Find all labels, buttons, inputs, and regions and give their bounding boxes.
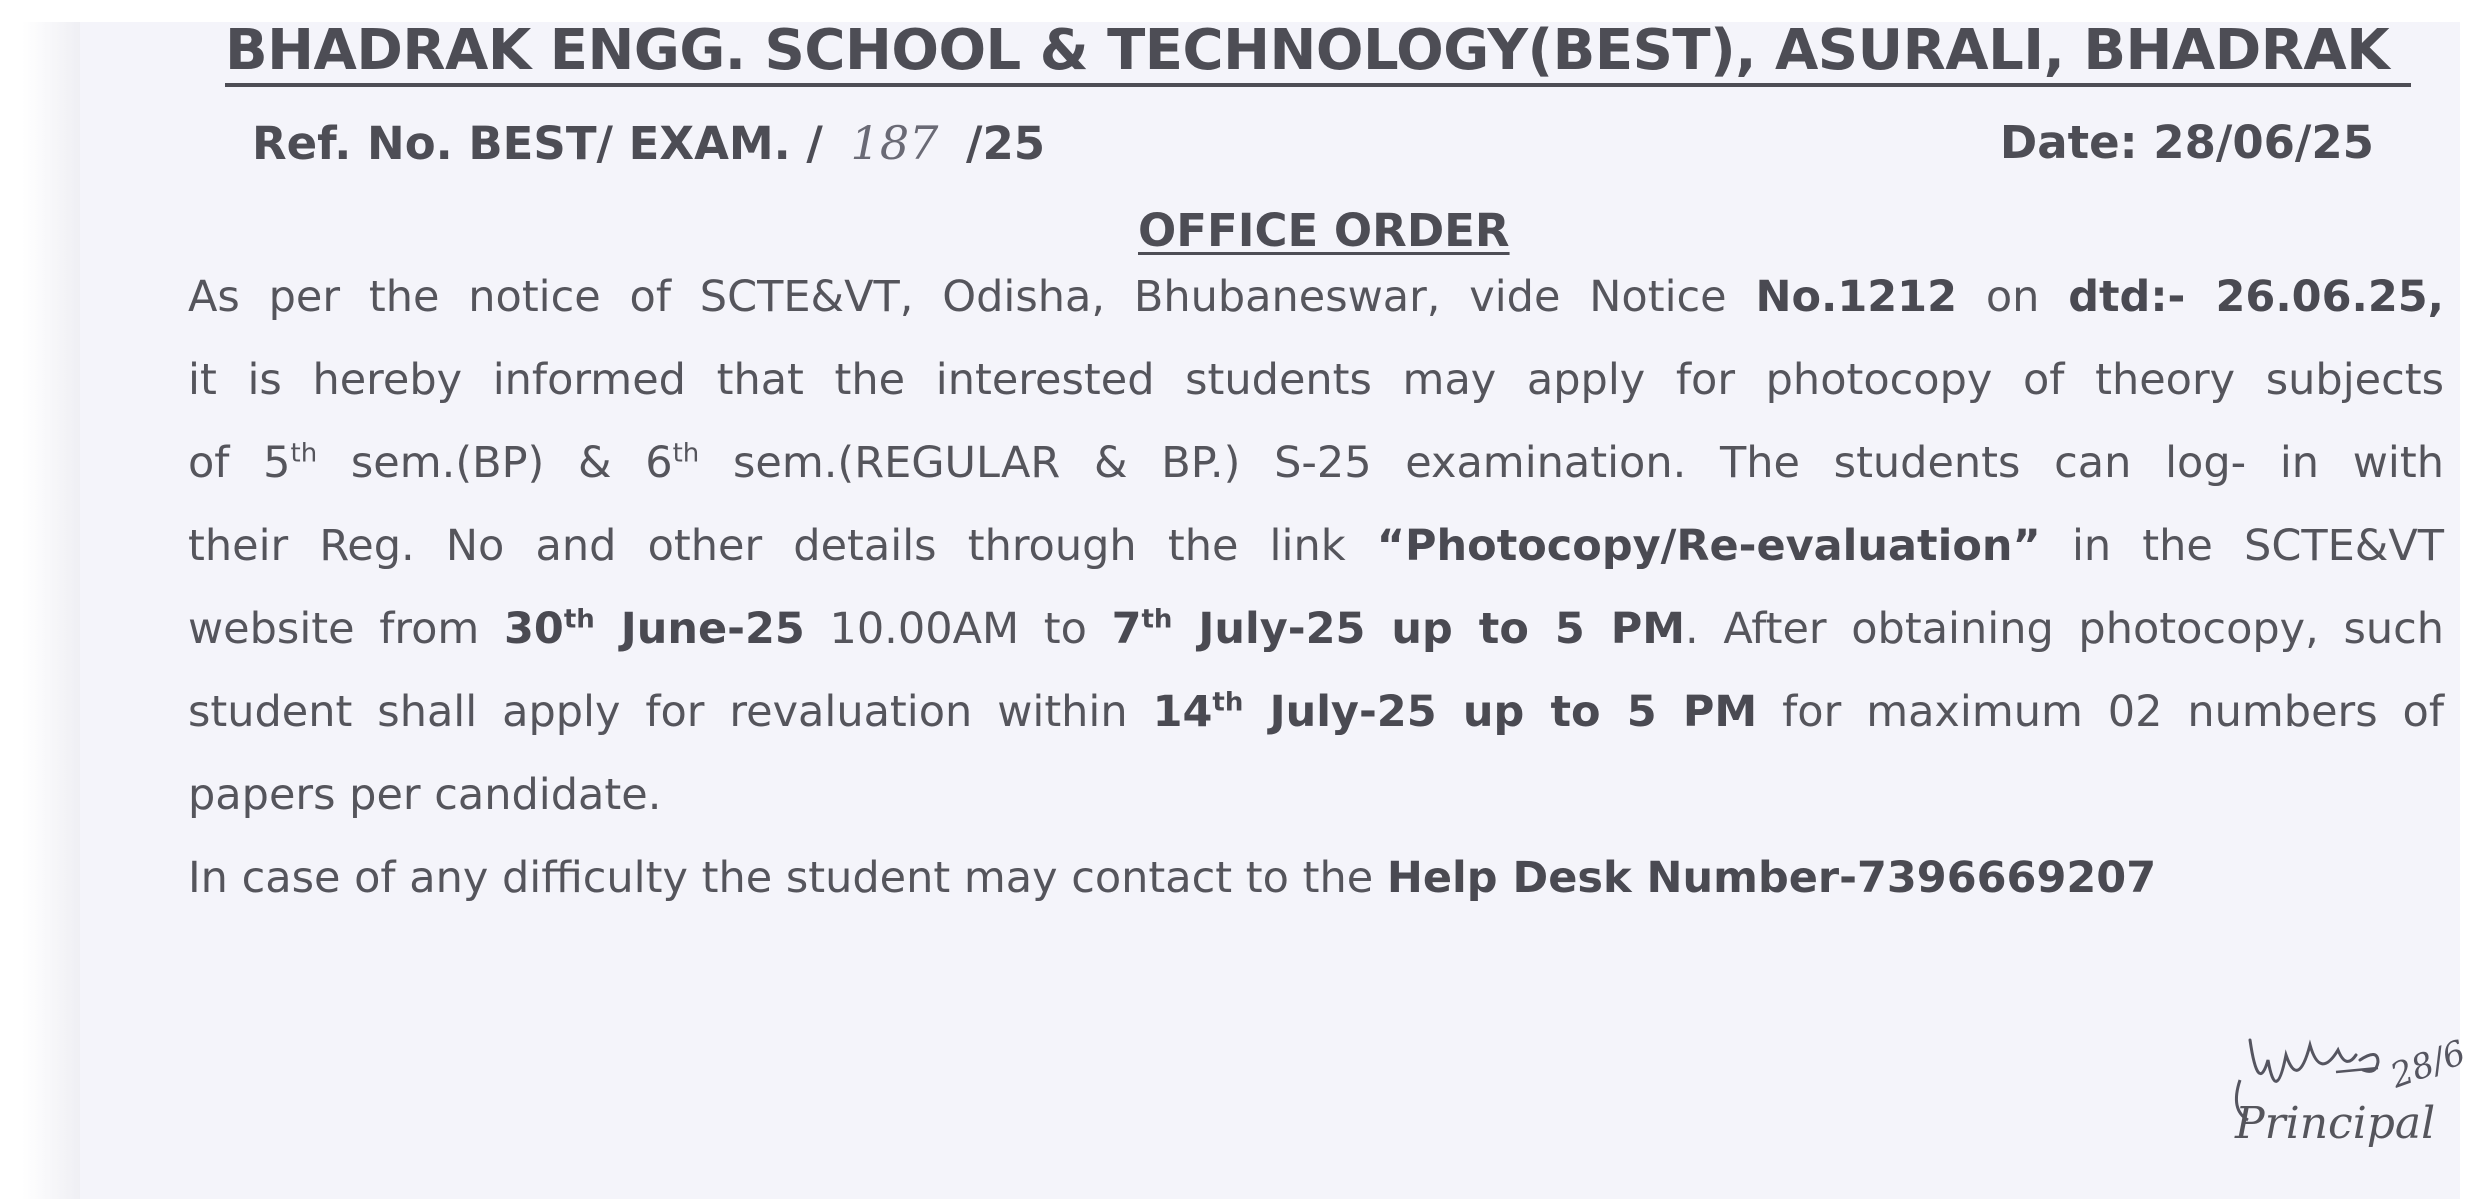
paragraph-line-4 bbox=[188, 521, 2444, 571]
text-segment: papers per candidate. bbox=[188, 770, 662, 820]
notice-number: No.1212 bbox=[1755, 272, 1957, 322]
text-segment: sem.(REGULAR & BP.) S-25 examination. The students can log- in with bbox=[733, 438, 2444, 488]
text-segment: it is hereby informed that the interested students may apply for photocopy of theory subjects bbox=[188, 355, 2444, 405]
superscript: th bbox=[290, 438, 318, 469]
title-underline bbox=[225, 83, 2411, 87]
ref-prefix: Ref. No. BEST/ EXAM. / bbox=[252, 117, 823, 170]
order-date: Date: 28/06/25 bbox=[1999, 116, 2374, 169]
start-date: 30th June-25 bbox=[503, 604, 805, 654]
paragraph-line-7 bbox=[188, 770, 2444, 820]
text-segment: for maximum 02 numbers of bbox=[1782, 687, 2444, 737]
text-segment: website from bbox=[188, 604, 480, 654]
text-segment: in the SCTE&VT bbox=[2071, 521, 2444, 571]
text-segment: sem.(BP) & 6 bbox=[350, 438, 673, 488]
text-segment: on bbox=[1985, 272, 2040, 322]
help-desk-line bbox=[188, 853, 2444, 903]
page-edge-shadow bbox=[22, 22, 80, 1199]
paragraph-line-6 bbox=[188, 687, 2444, 737]
notice-date: dtd:- 26.06.25, bbox=[2068, 272, 2445, 322]
superscript: th bbox=[672, 438, 700, 469]
end-date: 7th July-25 up to 5 PM bbox=[1111, 604, 1686, 654]
paragraph-line-2 bbox=[188, 355, 2444, 405]
text-segment: . After obtaining photocopy, such bbox=[1685, 604, 2444, 654]
ref-number-handwritten: 187 bbox=[850, 116, 939, 170]
paragraph-line-1 bbox=[188, 272, 2444, 322]
text-segment: As per the notice of SCTE&VT, Odisha, Bhubaneswar, vide Notice bbox=[188, 272, 1727, 322]
office-order-heading: OFFICE ORDER bbox=[1138, 204, 1510, 257]
signature-date: 28/6 bbox=[2385, 1032, 2471, 1097]
text-segment: student shall apply for revaluation within bbox=[188, 687, 1128, 737]
paragraph-line-3 bbox=[188, 438, 2444, 488]
help-desk-number: Help Desk Number-7396669207 bbox=[1386, 853, 2157, 903]
text-segment: their Reg. No and other details through the link bbox=[188, 521, 1346, 571]
link-name: “Photocopy/Re-evaluation” bbox=[1376, 521, 2041, 571]
text-segment: 10.00AM to bbox=[829, 604, 1087, 654]
paragraph-line-5 bbox=[188, 604, 2444, 654]
reference-number bbox=[252, 116, 1045, 170]
revaluation-deadline: 14th July-25 up to 5 PM bbox=[1152, 687, 1758, 737]
text-segment: In case of any difficulty the student may contact to the bbox=[188, 853, 1374, 903]
text-segment: of 5 bbox=[188, 438, 291, 488]
ref-suffix: /25 bbox=[966, 117, 1046, 170]
institution-title: BHADRAK ENGG. SCHOOL & TECHNOLOGY(BEST), ASURALI, BHADRAK bbox=[225, 18, 2390, 83]
signatory-title: Principal bbox=[2235, 1098, 2436, 1149]
